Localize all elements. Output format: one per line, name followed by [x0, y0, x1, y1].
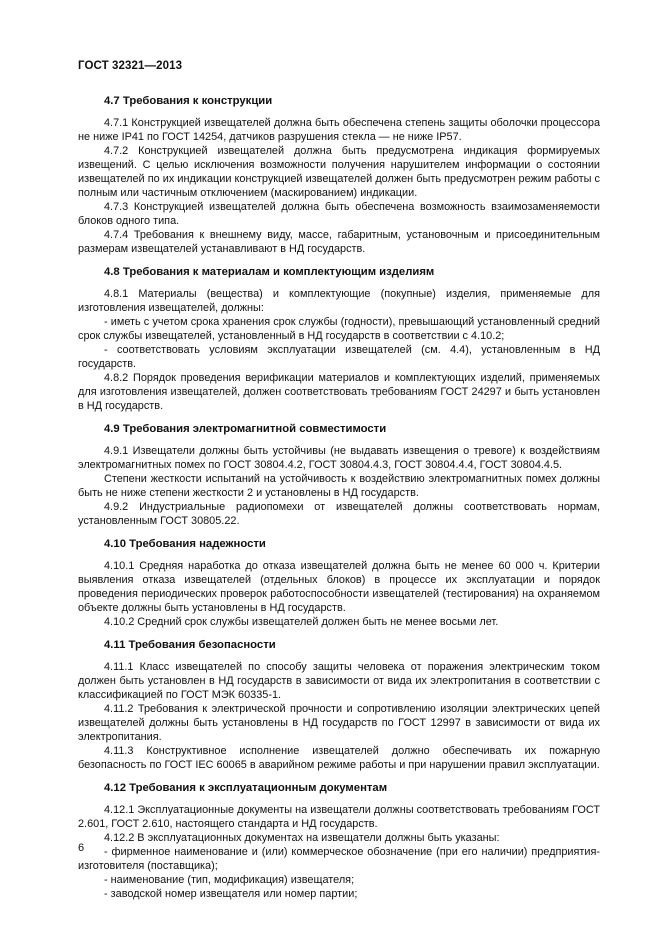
section-title: 4.8 Требования к материалам и комплектующим изделиям [104, 266, 435, 278]
paragraph: 4.7.1 Конструкцией извещателей должна быть обеспечена степень защиты оболочки процессора не ниже IP41 по ГОСТ 14254, датчиков разрушения стекла — не ниже IP57. [78, 117, 600, 143]
paragraph: 4.8.1 Материалы (вещества) и комплектующие (покупные) изделия, применяемые для изготовления извещателей, должны: [78, 288, 600, 314]
section-title: 4.12 Требования к эксплуатационным документам [104, 782, 388, 794]
paragraph: 4.9.1 Извещатели должны быть устойчивы (не выдавать извещения о тревоге) к воздействиям электромагнитных помех по ГОСТ 30804.4.2, ГОСТ 30804.4.3, ГОСТ 30804.4.4, ГОСТ 30804.4.5. [78, 445, 600, 471]
paragraph: 4.12.2 В эксплуатационных документах на извещатели должны быть указаны: [104, 832, 500, 844]
list-item: - заводской номер извещателя или номер партии; [104, 888, 358, 900]
paragraph: 4.11.1 Класс извещателей по способу защиты человека от поражения электрическим током должен быть установлен в НД государств в зависимости от вида их электропитания в соответствии с классификацией по ГОСТ МЭК 60335-1. [78, 661, 600, 701]
list-item: - фирменное наименование и (или) коммерческое обозначение (при его наличии) предприятия-изготовителя (поставщика); [78, 846, 600, 872]
paragraph: 4.10.1 Средняя наработка до отказа извещателей должна быть не менее 60 000 ч. Критерии выявления отказа извещателей (отдельных блоков) в процессе их эксплуатации и порядок проведения периодических проверок работоспособности извещателей (тестирования) на охраняемом объекте должны быть установлены в НД государств. [78, 560, 600, 614]
section-title: 4.10 Требования надежности [104, 538, 266, 550]
paragraph: 4.7.4 Требования к внешнему виду, массе, габаритным, установочным и присоединительным размерам извещателей устанавливают в НД государств. [78, 229, 600, 255]
document-header: ГОСТ 32321—2013 [78, 60, 183, 72]
section [78, 94, 600, 256]
paragraph: 4.12.1 Эксплуатационные документы на извещатели должны соответствовать требованиям ГОСТ 2.601, ГОСТ 2.610, настоящего стандарта и НД государств. [78, 804, 600, 830]
section [78, 265, 600, 413]
list-item: - наименование (тип, модификация) извещателя; [104, 874, 355, 886]
paragraph: 4.11.2 Требования к электрической прочности и сопротивлению изоляции электрических цепей извещателей должны быть установлены в НД государств по ГОСТ 12997 в зависимости от вида их электропитания. [78, 703, 600, 743]
section [78, 781, 600, 901]
page-number: 6 [78, 842, 85, 854]
paragraph: 4.7.3 Конструкцией извещателей должна быть обеспечена возможность взаимозаменяемости блоков одного типа. [78, 201, 600, 227]
paragraph: 4.11.3 Конструктивное исполнение извещателей должно обеспечивать их пожарную безопасность по ГОСТ IEC 60065 в аварийном режиме работы и при нарушении правил эксплуатации. [78, 745, 600, 771]
paragraph: Степени жесткости испытаний на устойчивость к воздействию электромагнитных помех должны быть не ниже степени жесткости 2 и установлены в НД государств. [78, 473, 600, 499]
section [78, 422, 600, 528]
paragraph: 4.9.2 Индустриальные радиопомехи от извещателей должны соответствовать нормам, установленным ГОСТ 30805.22. [78, 501, 600, 527]
paragraph: 4.8.2 Порядок проведения верификации материалов и комплектующих изделий, применяемых для изготовления извещателей, должен соответствовать требованиям ГОСТ 24297 и быть установлен в НД государств. [78, 372, 600, 412]
section-title: 4.11 Требования безопасности [104, 639, 276, 651]
section-title: 4.7 Требования к конструкции [104, 95, 273, 107]
paragraph: 4.10.2 Средний срок службы извещателей должен быть не менее восьми лет. [104, 616, 499, 628]
list-item: - соответствовать условиям эксплуатации извещателей (см. 4.4), установленным в НД государств. [78, 344, 600, 370]
list-item: - иметь с учетом срока хранения срок службы (годности), превышающий установленный средний срок службы извещателей, установленный в НД государств в соответствии с 4.10.2; [78, 316, 600, 342]
section [78, 638, 600, 772]
document-body [78, 94, 600, 901]
section-title: 4.9 Требования электромагнитной совместимости [104, 423, 387, 435]
section [78, 537, 600, 629]
paragraph: 4.7.2 Конструкцией извещателей должна быть предусмотрена индикация формируемых извещений. С целью исключения возможности получения нарушителем информации о состоянии извещателей по их индикации конструкцией извещателей должен быть предусмотрен режим работы с полным или частичным отключением (маскированием) индикации. [78, 145, 600, 199]
